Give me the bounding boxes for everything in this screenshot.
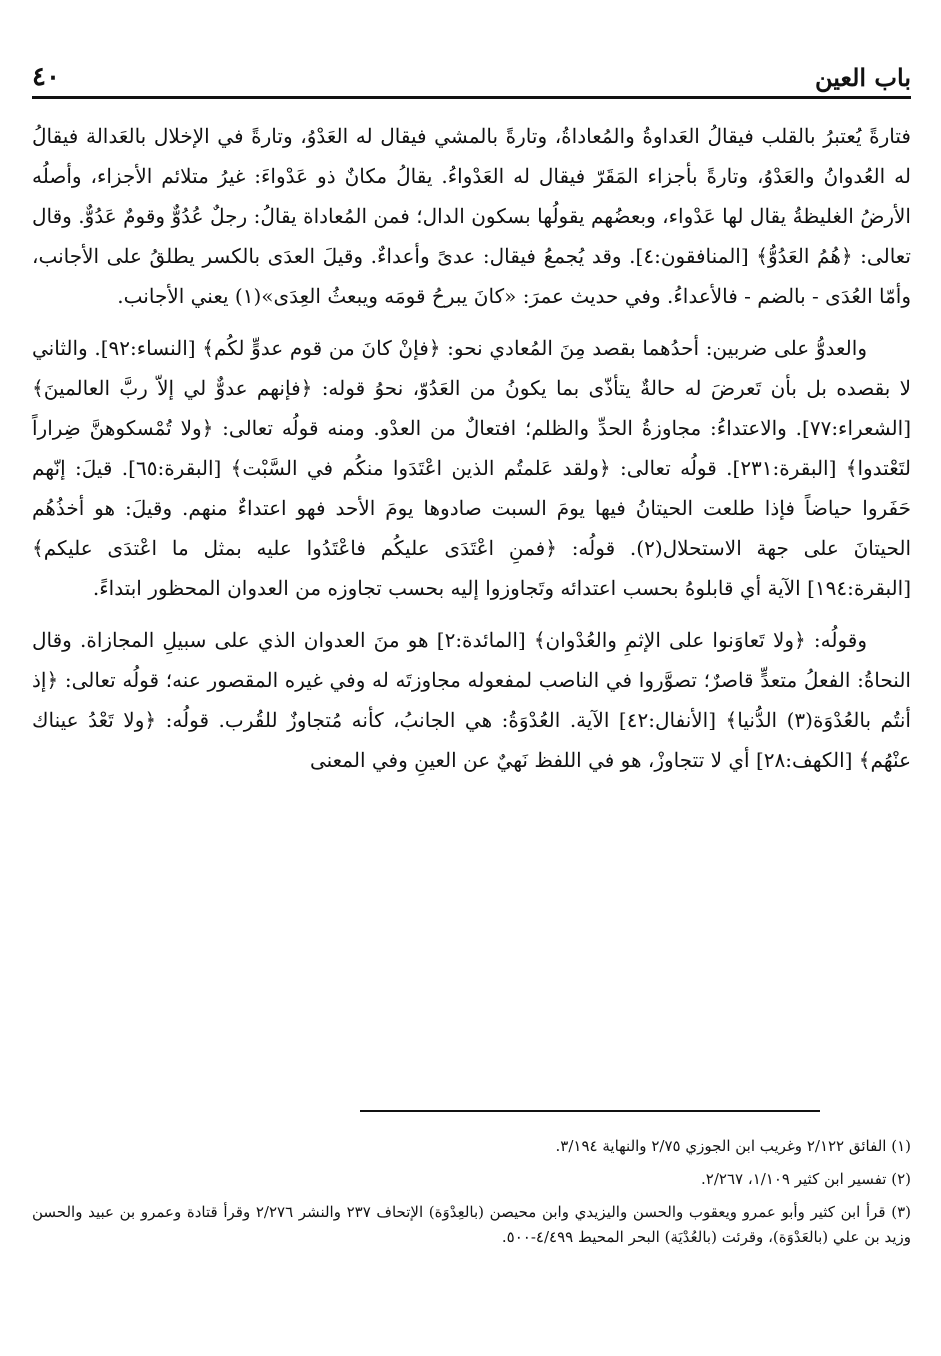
footnote: (٢) تفسير ابن كثير ١/١٠٩، ٢/٢٦٧. xyxy=(701,1170,911,1188)
footnote-divider xyxy=(360,1110,820,1112)
paragraph: فتارةً يُعتبرُ بالقلب فيقالُ العَداوةُ والمُعاداةُ، وتارةً بالمشي فيقال له العَدْوُ، وتارةً في الإخلال بالعَدالة فيقالُ له العُدوانُ والعَدْوُ، وتارةً بأجزاء المَقَرّ فيقال له العَدْواءُ. يقالُ مكانٌ ذو عَدْواءَ: غيرُ متلائم الأجزاء، وأصلُه الأرضُ الغليظةُ يقال لها عَدْواء، وبعضُهم يقولُها بسكون الدال؛ فمن المُعاداة يقالُ: رجلٌ عُدُوٌّ وقومٌ عَدُوٌّ. وقال تعالى: ﴿هُمُ العَدُوُّ﴾ [المنافقون:٤]. وقد يُجمعُ فيقال: عدىً وأعداءٌ. وقيلَ العدَى بالكسر يطلقُ على الأجانب، وأمّا العُدَى - بالضم - فالأعداءُ. وفي حديث عمرَ: «كانَ يبرحُ قومَه ويبعثُ العِدَى»(١) يعني الأجانب. xyxy=(32,124,911,308)
main-text xyxy=(32,116,911,780)
paragraph: وقولُه: ﴿ولا تَعاوَنوا على الإثمِ والعُدْوان﴾ [المائدة:٢] هو منَ العدوان الذي على سبيلِ المجازاة. وقال النحاةُ: الفعلُ متعدٍّ قاصرٌ؛ تصوَّروا في الناصب لمفعوله مجاوزتَه له وفي غيره المقصور عنه؛ قولُه تعالى: ﴿إذ أنتُم بالعُدْوَة(٣) الدُّنيا﴾ [الأنفال:٤٢] الآية. العُدْوَةُ: هي الجانبُ، كأنه مُتجاوزٌ للقُرب. قولُه: ﴿ولا تَعْدُ عيناك عنْهُم﴾ [الكهف:٢٨] أي لا تتجاوزْ، هو في اللفظ نَهيٌ عن العينِ وفي المعنى xyxy=(32,628,911,772)
chapter-title: باب العين xyxy=(814,63,911,92)
footnote: (٣) قرأ ابن كثير وأبو عمرو ويعقوب والحسن واليزيدي وابن محيصن (بالعِدْوَة) الإتحاف ٢٣٧ والنشر ٢/٢٧٦ وقرأ قتادة وعمرو بن عبيد والحسن وزيد بن علي (بالعَدْوَة)، وقرئت (بالعُدْيَة) البحر المحيط ٤/٤٩٩-٥٠٠. xyxy=(32,1203,912,1246)
paragraph: والعدوُّ على ضربين: أحدُهما بقصد مِنَ المُعادي نحو: ﴿فإنْ كانَ من قوم عدوٍّ لكُم﴾ [النساء:٩٢]. والثاني لا بقصده بل بأن تَعرضَ له حالةٌ يتأذّى بما يكونُ من العَدُوّ، نحوُ قوله: ﴿فإنهم عدوٌّ لي إلاّ ربَّ العالمينَ﴾ [الشعراء:٧٧]. والاعتداءُ: مجاوزةُ الحدِّ والظلم؛ افتعالٌ من العدْو. ومنه قولُه تعالى: ﴿ولا تُمْسكوهنَّ ضِراراً لتَعْتدوا﴾ [البقرة:٢٣١]. قولُه تعالى: ﴿ولقد عَلمتُم الذين اعْتَدَوا منكُم في السَّبْت﴾ [البقرة:٦٥]. قيلَ: إنّهم حَفَروا حياضاً فإذا طلعت الحيتانُ فيها يومَ السبت صادوها يومَ الأحد فهو اعتداءٌ منهم. وقيلَ: هو أخذُهُم الحيتانَ على جهة الاستحلال(٢). قولُه: ﴿فمنِ اعْتَدَى عليكُم فاعْتَدُوا عليه بمثل ما اعْتدَى عليكم﴾ [البقرة:١٩٤] الآية أي قابلوهُ بحسب اعتدائه وتَجاوزوا إليه بحسب تجاوزه من العدوان المحظور ابتداءً. xyxy=(32,336,912,600)
header-divider xyxy=(32,96,911,99)
footnotes xyxy=(32,1134,911,1258)
page-number: ٤٠ xyxy=(32,62,60,92)
footnote: (١) الفائق ٢/١٢٢ وغريب ابن الجوزي ٢/٧٥ والنهاية ٣/١٩٤. xyxy=(555,1137,911,1155)
page-header xyxy=(32,52,911,92)
